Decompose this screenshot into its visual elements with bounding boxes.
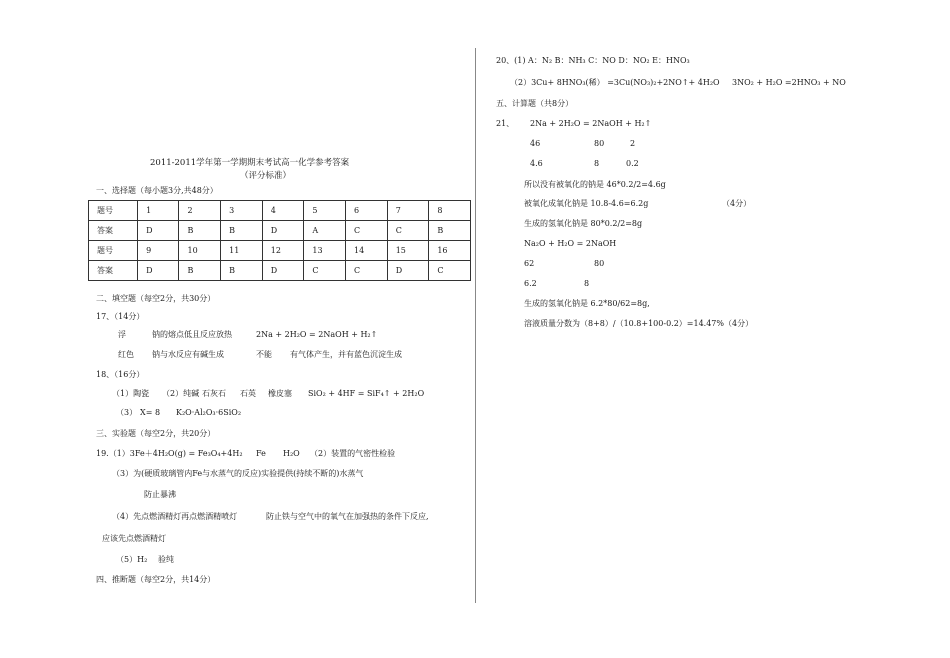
q21-value: 80 [594,139,605,148]
table-cell: A [304,221,346,241]
table-row [89,261,471,281]
table-cell: B [179,221,221,241]
table-cell: 3 [221,201,263,221]
q21-value: 2 [630,139,636,148]
q21-step: 生成的氢氧化钠是 6.2*80/62=8g, [524,299,650,308]
q18-answer: 橡皮塞 [268,389,292,398]
q21-step: 被氧化成氧化钠是 10.8-4.6=6.2g [524,199,649,208]
table-cell: 8 [429,201,471,221]
q17-answer: 不能 [256,350,272,359]
q18-answer: 石灰石 [202,389,226,398]
table-cell: D [262,221,304,241]
q21-equation: 2Na + 2H₂O = 2NaOH + H₂↑ [530,119,652,128]
q17-answer: 浮 [118,330,126,339]
q17-answer: 红色 [118,350,134,359]
q17-answer: 钠与水反应有碱生成 [152,350,224,359]
table-cell: 10 [179,241,221,261]
q21-value: 46 [530,139,541,148]
q17-heading: 17、（14分） [96,312,145,321]
table-row [89,241,471,261]
section-fill-heading: 二、填空题（每空2分，共30分） [96,294,216,303]
q19-answer: 应该先点燃酒精灯 [102,534,166,543]
table-cell: 1 [138,201,179,221]
table-cell: B [221,261,263,281]
table-row [89,221,471,241]
q18-formula: K₂O·Al₂O₃·6SiO₂ [176,408,242,417]
q17-answer: 有气体产生，并有蓝色沉淀生成 [290,350,402,359]
section-experiment-heading: 三、实验题（每空2分，共20分） [96,429,216,438]
q21-value: 8 [584,279,590,288]
q18-answer: X= 8 [140,408,161,417]
q19-answer: H₂O [283,449,300,458]
table-cell: 题号 [89,241,138,261]
table-cell: 13 [304,241,346,261]
q20-equation: （2）3Cu+ 8HNO₃(稀） =3Cu(NO₃)₂+2NO↑+ 4H₂O [510,78,720,87]
table-cell: B [179,261,221,281]
table-cell: D [138,261,179,281]
table-cell: B [429,221,471,241]
table-cell: D [138,221,179,241]
q21-step: 溶液质量分数为（8+8）/（10.8+100-0.2）=14.47%（4分） [524,319,754,328]
q18-answer: （3） [116,408,138,417]
page-subtitle: （评分标准） [240,171,292,181]
q21-step: 生成的氢氧化钠是 80*0.2/2=8g [524,219,643,228]
q19-answer: （3）为(硬质玻璃管内Fe与水蒸气的反应)实验提供(持续不断的)水蒸气 [112,469,364,478]
table-cell: 答案 [89,261,138,281]
table-cell: 5 [304,201,346,221]
table-cell: 答案 [89,221,138,241]
q17-answer: 钠的熔点低且反应放热 [152,330,232,339]
q18-answer: 石英 [240,389,256,398]
q18-answer: （1）陶瓷 [112,389,150,398]
table-cell: 11 [221,241,263,261]
q19-answer: 防止暴沸 [144,490,176,499]
table-cell: 16 [429,241,471,261]
table-row [89,201,471,221]
q21-number: 21、 [496,119,515,128]
q18-equation: SiO₂ + 4HF = SiF₄↑ + 2H₂O [308,389,425,398]
q19-answer: （2）装置的气密性检验 [310,449,396,458]
q21-value: 6.2 [524,279,537,288]
table-cell: D [262,261,304,281]
table-cell: 9 [138,241,179,261]
q18-heading: 18、（16分） [96,370,145,379]
table-cell: 6 [346,201,388,221]
q21-value: 0.2 [626,159,639,168]
section-choice-heading: 一、选择题（每小题3分,共48分） [96,186,218,195]
table-cell: B [221,221,263,241]
q21-value: 80 [594,259,605,268]
q21-value: 62 [524,259,535,268]
table-cell: C [304,261,346,281]
table-cell: C [387,221,429,241]
q20-answer: 20、(1) A：N₂ B：NH₃ C：NO D：NO₂ E：HNO₃ [496,56,690,65]
q20-equation: 3NO₂ + H₂O =2HNO₃ + NO [732,78,846,87]
table-cell: 12 [262,241,304,261]
q21-value: 8 [594,159,600,168]
table-cell: 7 [387,201,429,221]
table-cell: 4 [262,201,304,221]
q19-answer: （4）先点燃酒精灯再点燃酒精喷灯 [112,512,238,521]
page-title: 2011-2011学年第一学期期末考试高一化学参考答案 [150,158,350,168]
q19-answer: Fe [256,449,266,458]
q21-value: 4.6 [530,159,543,168]
table-cell: 题号 [89,201,138,221]
q19-answer: 防止铁与空气中的氧气在加强热的条件下反应, [266,512,429,521]
table-cell: 15 [387,241,429,261]
table-cell: C [346,221,388,241]
q19-answer: （5）H₂ [116,555,148,564]
q19-answer: 验纯 [158,555,174,564]
table-cell: D [387,261,429,281]
answer-table [88,200,471,281]
q21-step: 所以没有被氧化的钠是 46*0.2/2=4.6g [524,180,666,189]
column-divider [475,48,476,603]
q19-equation: 19.（1）3Fe＋4H₂O(g) = Fe₃O₄+4H₂ [96,449,243,458]
q18-answer: （2）纯碱 [162,389,200,398]
q21-equation: Na₂O + H₂O = 2NaOH [524,239,617,248]
table-cell: C [429,261,471,281]
section-inference-heading: 四、推断题（每空2分，共14分） [96,575,216,584]
q21-score: （4分） [722,199,752,208]
section-calc-heading: 五、计算题（共8分） [496,99,574,108]
table-cell: 2 [179,201,221,221]
table-cell: C [346,261,388,281]
q17-equation: 2Na + 2H₂O = 2NaOH + H₂↑ [256,330,378,339]
table-cell: 14 [346,241,388,261]
